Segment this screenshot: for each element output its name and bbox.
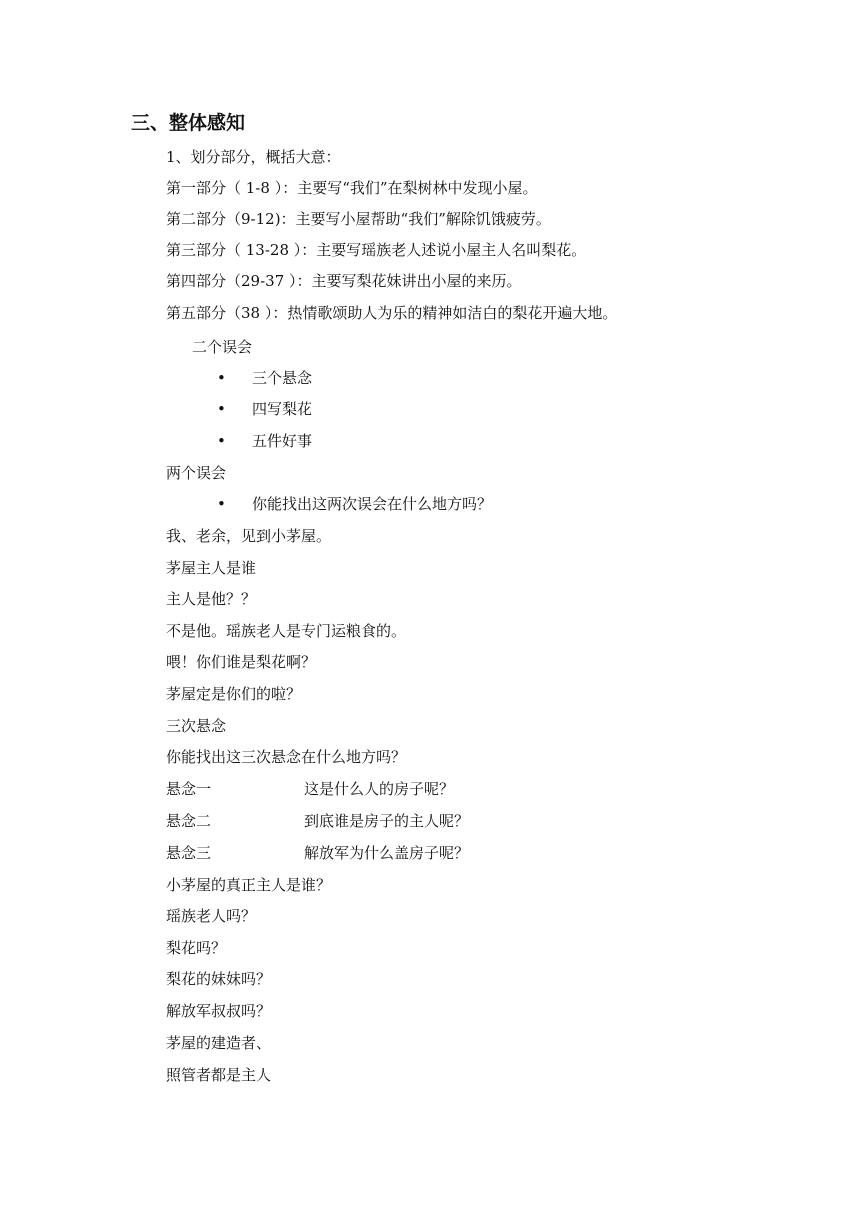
text-line-12: 梨花的妹妹吗？ [166,970,272,988]
intro-line: 1、划分部分，概括大意： [166,148,341,166]
text-line-11: 梨花吗？ [166,939,227,957]
bullet-icon: • [217,495,226,513]
bullet-icon: • [217,369,226,387]
part-line-1: 第一部分（ 1-8 ）：主要写“我们”在梨树林中发现小屋。 [166,179,538,197]
text-line-10: 瑶族老人吗？ [166,907,257,925]
topic-line: 二个误会 [192,338,253,356]
text-line-1: 我、老余，见到小茅屋。 [166,527,332,545]
suspense-label-1: 悬念一 [166,780,212,798]
text-line-2: 茅屋主人是谁 [166,559,257,577]
text-line-8: 你能找出这三次悬念在什么地方吗？ [166,748,407,766]
text-line-3: 主人是他？？ [166,590,257,608]
suspense-text-2: 到底谁是房子的主人呢？ [304,812,470,830]
suspense-text-3: 解放军为什么盖房子呢？ [304,844,470,862]
question-line: 你能找出这两次误会在什么地方吗？ [252,495,493,513]
suspense-label-3: 悬念三 [166,844,212,862]
two-misunderstandings: 两个误会 [166,464,227,482]
bullet-icon: • [217,400,226,418]
bullet-item-3: 五件好事 [252,432,313,450]
section-heading: 三、整体感知 [131,112,246,134]
text-line-6: 茅屋定是你们的啦？ [166,685,302,703]
suspense-label-2: 悬念二 [166,812,212,830]
text-line-4: 不是他。瑶族老人是专门运粮食的。 [166,622,407,640]
bullet-item-1: 三个悬念 [252,369,313,387]
text-line-14: 茅屋的建造者、 [166,1034,272,1052]
suspense-text-1: 这是什么人的房子呢？ [304,780,455,798]
part-line-4: 第四部分（29-37 ）：主要写梨花妹讲出小屋的来历。 [166,272,522,290]
part-line-3: 第三部分（ 13-28 ）：主要写瑶族老人述说小屋主人名叫梨花。 [166,241,587,259]
text-line-15: 照管者都是主人 [166,1066,272,1084]
part-line-5: 第五部分（38 ）：热情歌颂助人为乐的精神如洁白的梨花开遍大地。 [166,304,618,322]
text-line-5: 喂！你们谁是梨花啊？ [166,653,317,671]
part-line-2: 第二部分（9-12)：主要写小屋帮助“我们”解除饥饿疲劳。 [166,210,551,228]
text-line-9: 小茅屋的真正主人是谁？ [166,876,332,894]
text-line-7: 三次悬念 [166,717,227,735]
text-line-13: 解放军叔叔吗？ [166,1002,272,1020]
bullet-icon: • [217,432,226,450]
bullet-item-2: 四写梨花 [252,400,313,418]
